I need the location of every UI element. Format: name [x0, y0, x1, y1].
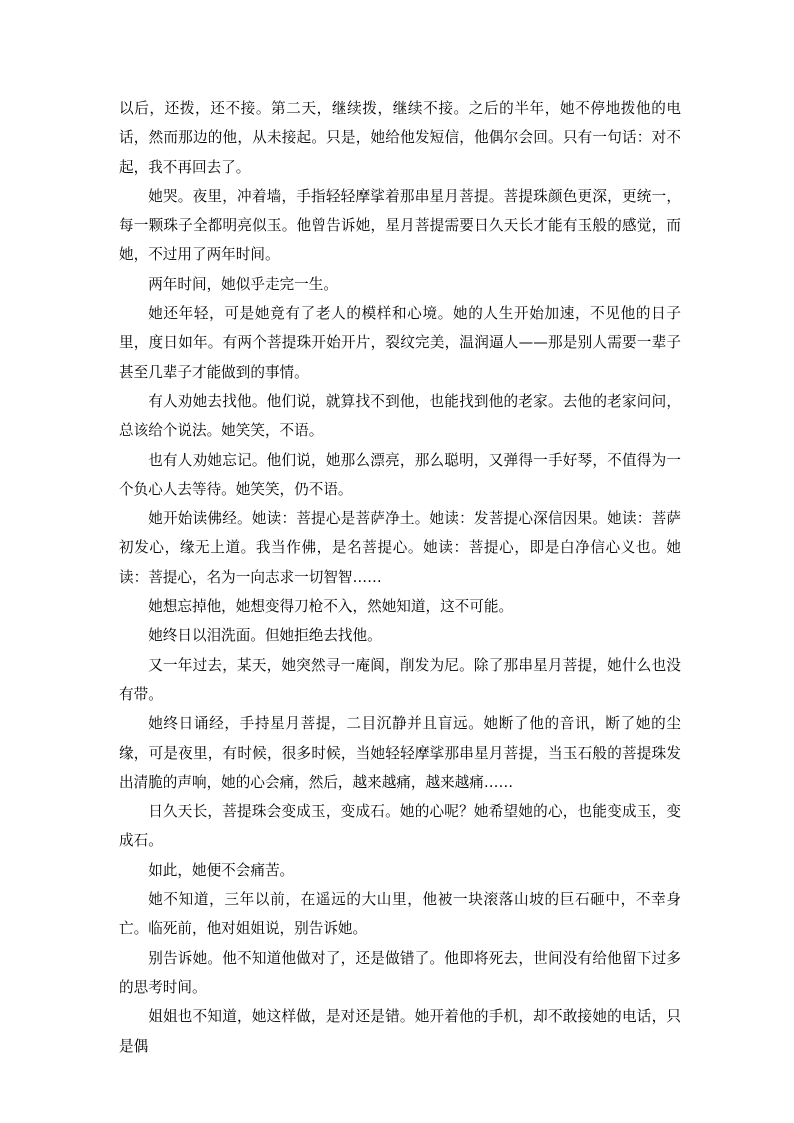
story-text-body: [119, 94, 681, 1061]
paragraph: 日久天长，菩提珠会变成玉，变成石。她的心呢？她希望她的心，也能变成玉，变成石。: [119, 803, 681, 850]
paragraph: 她还年轻，可是她竟有了老人的模样和心境。她的人生开始加速，不见他的日子里，度日如年。有两个菩提珠开始开片，裂纹完美，温润逼人——那是别人需要一辈子甚至几辈子才能做到的事情。: [119, 305, 681, 381]
paragraph: 如此，她便不会痛苦。: [148, 861, 295, 879]
paragraph: 她终日以泪洗面。但她拒绝去找他。: [148, 627, 382, 645]
paragraph: 两年时间，她似乎走完一生。: [148, 275, 338, 293]
paragraph: 别告诉她。他不知道他做对了，还是做错了。他即将死去，世间没有给他留下过多的思考时间。: [119, 949, 681, 996]
paragraph: 也有人劝她忘记。他们说，她那么漂亮，那么聪明，又弹得一手好琴，不值得为一个负心人去等待。她笑笑，仍不语。: [119, 451, 681, 498]
paragraph: 以后，还拨，还不接。第二天，继续拨，继续不接。之后的半年，她不停地拨他的电话，然而那边的他，从未接起。只是，她给他发短信，他偶尔会回。只有一句话：对不起，我不再回去了。: [119, 100, 681, 176]
paragraph: 她想忘掉他，她想变得刀枪不入，然她知道，这不可能。: [148, 598, 514, 616]
paragraph: 她哭。夜里，冲着墙，手指轻轻摩挲着那串星月菩提。菩提珠颜色更深，更统一，每一颗珠子全都明亮似玉。他曾告诉她，星月菩提需要日久天长才能有玉般的感觉，而她，不过用了两年时间。: [119, 187, 681, 264]
paragraph: 姐姐也不知道，她这样做，是对还是错。她开着他的手机，却不敢接她的电话，只是偶: [119, 1008, 681, 1055]
paragraph: 她终日诵经，手持星月菩提，二目沉静并且盲远。她断了他的音讯，断了她的尘缘，可是夜里，有时候，很多时候，当她轻轻摩挲那串星月菩提，当玉石般的菩提珠发出清脆的声响，她的心会痛，然后，越来越痛，越来越痛……: [119, 715, 681, 791]
paragraph: 有人劝她去找他。他们说，就算找不到他，也能找到他的老家。去他的老家问问，总该给个说法。她笑笑，不语。: [119, 392, 681, 440]
paragraph: 她开始读佛经。她读：菩提心是菩萨净土。她读：发菩提心深信因果。她读：菩萨初发心，缘无上道。我当作佛，是名菩提心。她读：菩提心，即是白净信心义也。她读：菩提心，名为一向志求一切智智……: [119, 510, 681, 586]
paragraph: 她不知道，三年以前，在遥远的大山里，他被一块滚落山坡的巨石砸中，不幸身亡。临死前，他对姐姐说，别告诉她。: [119, 891, 681, 938]
paragraph: 又一年过去，某天，她突然寻一庵阆，削发为尼。除了那串星月菩提，她什么也没有带。: [119, 656, 681, 703]
